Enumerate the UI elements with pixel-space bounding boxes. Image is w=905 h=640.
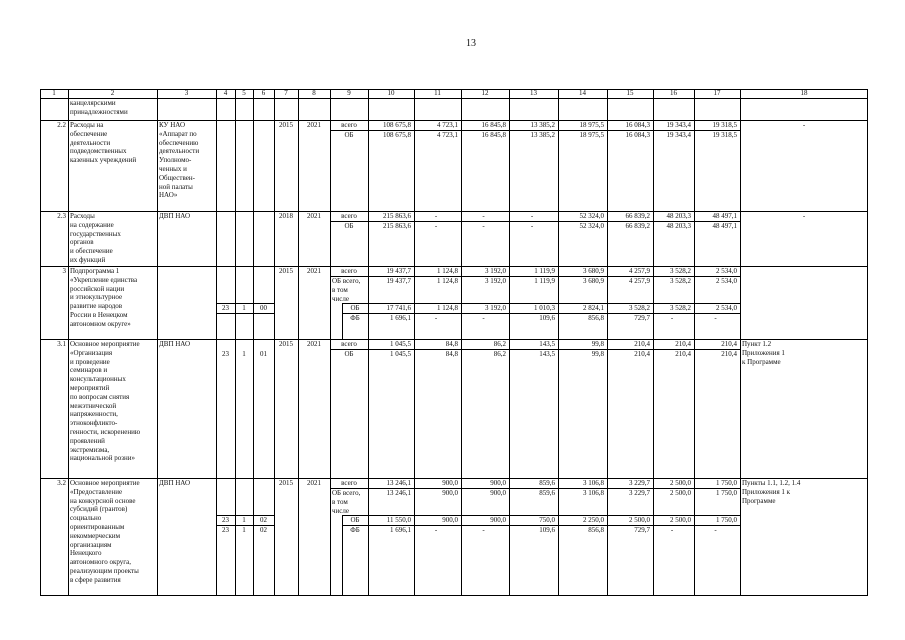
amount-cell: 2 534,0 — [716, 267, 737, 275]
row-name: Расходы на содержание государственных органов и обеспечение их функций — [70, 212, 121, 264]
amount-cell: 86,2 — [493, 350, 506, 358]
amount-cell: 16 084,3 — [625, 121, 650, 129]
amount-cell: 48 497,1 — [712, 212, 737, 220]
amount-cell: - — [434, 526, 438, 534]
amount-cell: 3 680,9 — [583, 267, 604, 275]
amount-cell: 215 863,6 — [383, 212, 411, 220]
amount-cell: 900,0 — [490, 489, 506, 497]
amount-cell: 18 975,5 — [579, 131, 604, 139]
amount-cell: 48 203,3 — [666, 212, 691, 220]
amount-cell: 3 192,0 — [485, 277, 506, 285]
amount-cell: 1 750,0 — [716, 516, 737, 524]
code-divider — [216, 313, 274, 314]
amount-cell: 1 124,8 — [437, 277, 458, 285]
header-cell: 2 — [110, 89, 115, 97]
end-year: 2021 — [307, 212, 321, 220]
code-gp: 23 — [222, 526, 229, 534]
amount-cell: 900,0 — [442, 516, 458, 524]
header-cell: 13 — [530, 89, 537, 97]
amount-cell: 750,0 — [539, 516, 555, 524]
amount-cell: 2 534,0 — [716, 304, 737, 312]
code-pp: 1 — [242, 350, 246, 358]
amount-cell: 2 500,0 — [629, 516, 650, 524]
amount-cell: 19 343,4 — [666, 131, 691, 139]
row-name: Основное мероприятие «Организация и проведение семинаров и консультационных мероприятий по вопросам снятия межэтнической напряженности, этноконфликто- генности, искоренению проявлений экстремизма, национальной розни» — [70, 340, 141, 463]
row-number: 3.1 — [57, 340, 66, 348]
code-om: 00 — [260, 304, 267, 312]
header-cell: 6 — [261, 89, 266, 97]
amount-cell: 3 528,2 — [629, 304, 650, 312]
code-pp: 1 — [242, 526, 246, 534]
column-divider — [740, 89, 741, 596]
amount-cell: 13 385,2 — [530, 121, 555, 129]
amount-cell: 11 550,0 — [386, 516, 411, 524]
amount-cell: 1 750,0 — [716, 479, 737, 487]
header-cell: 9 — [347, 89, 351, 97]
start-year: 2015 — [279, 121, 293, 129]
amount-cell: 99,8 — [591, 340, 604, 348]
row-note: - — [802, 121, 806, 129]
start-year: 2018 — [279, 212, 293, 220]
end-year: 2021 — [307, 340, 321, 348]
funding-label: ОБ — [350, 516, 360, 524]
amount-cell: - — [482, 526, 485, 534]
amount-cell: - — [714, 526, 717, 534]
amount-cell: 4 723,1 — [437, 121, 458, 129]
amount-cell: 1 045,5 — [390, 350, 411, 358]
amount-cell: 900,0 — [490, 516, 506, 524]
amount-cell: 143,5 — [539, 340, 555, 348]
row-note: Пункт 1.2 Приложения 1 к Программе — [742, 340, 785, 366]
amount-cell: 2 534,0 — [716, 277, 737, 285]
amount-cell: 86,2 — [493, 340, 506, 348]
amount-cell: 16 084,3 — [625, 131, 650, 139]
amount-cell: 3 528,2 — [670, 267, 691, 275]
page-number: 13 — [466, 38, 476, 49]
amount-cell: 4 723,1 — [437, 131, 458, 139]
amount-cell: 48 203,3 — [666, 222, 691, 230]
amount-cell: 1 010,3 — [534, 304, 555, 312]
amount-cell: 1 696,1 — [390, 526, 411, 534]
amount-cell: 3 229,7 — [629, 479, 650, 487]
amount-cell: 900,0 — [442, 489, 458, 497]
amount-cell: 18 975,5 — [579, 121, 604, 129]
amount-cell: - — [482, 222, 485, 230]
amount-cell: 3 680,9 — [583, 277, 604, 285]
amount-cell: 1 119,9 — [534, 267, 555, 275]
amount-cell: 210,4 — [634, 340, 650, 348]
header-cell: 12 — [481, 89, 489, 97]
amount-cell: 13 246,1 — [386, 479, 411, 487]
header-cell: 7 — [284, 89, 288, 97]
start-year: 2015 — [279, 479, 293, 487]
funding-label: всего — [341, 267, 357, 275]
table-border-left — [40, 89, 41, 596]
funding-label: ФБ — [350, 314, 360, 322]
amount-cell: 66 839,2 — [625, 212, 650, 220]
row-number: 2.3 — [57, 212, 66, 220]
amount-cell: 13 246,1 — [386, 489, 411, 497]
funding-label: всего — [341, 121, 357, 129]
start-year: 2015 — [279, 340, 293, 348]
row-number: 3.2 — [57, 479, 66, 487]
code-om: 01 — [260, 350, 267, 358]
row-name: канцелярскими принадлежностями — [70, 99, 128, 116]
row-name: Расходы на обеспечение деятельности подведомственных казенных учреждений — [70, 121, 137, 165]
header-cell: 3 — [184, 89, 189, 97]
amount-cell: 3 106,8 — [583, 479, 604, 487]
row-executor: КУ НАО «Аппарат по обеспечению деятельности Уполномо- ченных и Обществен- ной палаты НАО» — [159, 121, 200, 200]
amount-cell: 3 192,0 — [485, 304, 506, 312]
funding-label: всего — [341, 479, 357, 487]
code-gp: 23 — [222, 516, 229, 524]
end-year: 2021 — [307, 121, 321, 129]
sub-label-divider — [342, 303, 343, 339]
amount-cell: - — [482, 314, 485, 322]
row-executor: ДВП НАО — [159, 340, 191, 348]
amount-cell: 3 192,0 — [485, 267, 506, 275]
end-year: 2021 — [307, 479, 321, 487]
amount-cell: - — [434, 222, 438, 230]
code-gp: 23 — [222, 350, 229, 358]
amount-cell: 2 250,0 — [583, 516, 604, 524]
amount-cell: 210,4 — [721, 350, 737, 358]
amount-cell: 1 124,8 — [437, 267, 458, 275]
amount-cell: 4 257,9 — [629, 277, 650, 285]
funding-label: всего — [341, 212, 357, 220]
header-cell: 15 — [626, 89, 634, 97]
amount-cell: 215 863,6 — [383, 222, 411, 230]
amount-cell: 52 324,0 — [579, 222, 604, 230]
header-cell: 10 — [387, 89, 395, 97]
amount-cell: 210,4 — [634, 350, 650, 358]
amount-cell: 3 229,7 — [629, 489, 650, 497]
row-name: Подпрограмма 1 «Укрепление единства российской нации и этнокультурное развитие народов России в Ненецком автономном округе» — [70, 267, 138, 328]
amount-cell: - — [670, 526, 674, 534]
amount-cell: 109,6 — [539, 314, 555, 322]
amount-cell: 13 385,2 — [530, 131, 555, 139]
amount-cell: 1 124,8 — [437, 304, 458, 312]
amount-cell: 19 318,5 — [712, 121, 737, 129]
amount-cell: 48 497,1 — [712, 222, 737, 230]
code-gp: 23 — [222, 304, 229, 312]
table-border-bottom — [40, 595, 868, 596]
code-pp: 1 — [242, 304, 246, 312]
amount-cell: 19 437,7 — [386, 267, 411, 275]
amount-cell: 3 528,2 — [670, 304, 691, 312]
start-year: 2015 — [279, 267, 293, 275]
end-year: 2021 — [307, 267, 321, 275]
amount-cell: 108 675,8 — [383, 131, 411, 139]
amount-cell: 16 845,8 — [481, 121, 506, 129]
code-om: 02 — [260, 516, 267, 524]
amount-cell: 16 845,8 — [481, 131, 506, 139]
header-cell: 1 — [52, 89, 56, 97]
amount-cell: 2 500,0 — [670, 479, 691, 487]
amount-cell: 84,8 — [445, 340, 458, 348]
header-divider — [40, 98, 868, 99]
amount-cell: - — [482, 212, 485, 220]
amount-cell: 143,5 — [539, 350, 555, 358]
row-note: - — [802, 212, 806, 220]
amount-cell: 729,7 — [634, 526, 650, 534]
table-border-right — [867, 89, 868, 596]
amount-cell: 210,4 — [675, 350, 691, 358]
amount-cell: 210,4 — [675, 340, 691, 348]
amount-cell: 109,6 — [539, 526, 555, 534]
amount-cell: - — [434, 314, 438, 322]
sub-label-divider — [342, 515, 343, 596]
amount-cell: 1 750,0 — [716, 489, 737, 497]
amount-cell: - — [530, 222, 534, 230]
amount-cell: 84,8 — [445, 350, 458, 358]
amount-cell: 856,8 — [588, 314, 604, 322]
code-om: 02 — [260, 526, 267, 534]
amount-cell: 19 318,5 — [712, 131, 737, 139]
funding-label: ФБ — [350, 526, 360, 534]
column-divider — [157, 89, 158, 596]
amount-cell: 729,7 — [634, 314, 650, 322]
funding-label: ОБ — [344, 131, 354, 139]
amount-cell: 17 741,6 — [386, 304, 411, 312]
amount-cell: 2 500,0 — [670, 516, 691, 524]
amount-cell: - — [530, 212, 534, 220]
amount-cell: - — [670, 314, 674, 322]
amount-cell: 900,0 — [442, 479, 458, 487]
amount-cell: 4 257,9 — [629, 267, 650, 275]
funding-label: ОБ — [344, 350, 354, 358]
header-cell: 4 — [223, 89, 228, 97]
header-cell: 14 — [579, 89, 586, 97]
amount-cell: 2 500,0 — [670, 489, 691, 497]
header-cell: 5 — [242, 89, 246, 97]
amount-cell: 99,8 — [591, 350, 604, 358]
row-note: Пункты 1.1, 1.2, 1.4 Приложения 1 к Программе — [742, 479, 801, 505]
funding-label: всего — [341, 340, 357, 348]
header-cell: 8 — [312, 89, 316, 97]
budget-table — [40, 89, 868, 596]
code-pp: 1 — [242, 516, 246, 524]
amount-cell: 2 824,1 — [583, 304, 604, 312]
amount-cell: 66 839,2 — [625, 222, 650, 230]
funding-label: ОБ всего, в том числе — [332, 489, 361, 515]
amount-cell: 210,4 — [721, 340, 737, 348]
header-cell: 11 — [434, 89, 441, 97]
amount-cell: 900,0 — [490, 479, 506, 487]
amount-cell: 1 696,1 — [390, 314, 411, 322]
amount-cell: 52 324,0 — [579, 212, 604, 220]
amount-cell: 1 119,9 — [534, 277, 555, 285]
amount-cell: 108 675,8 — [383, 121, 411, 129]
amount-cell: 1 045,5 — [390, 340, 411, 348]
row-executor: ДВП НАО — [159, 212, 191, 220]
funding-label: ОБ — [344, 222, 354, 230]
amount-cell: 859,6 — [539, 489, 555, 497]
header-cell: 16 — [670, 89, 677, 97]
funding-label: ОБ — [350, 304, 360, 312]
column-divider — [330, 89, 331, 596]
column-divider — [68, 89, 69, 596]
header-cell: 18 — [800, 89, 808, 97]
amount-cell: 3 106,8 — [583, 489, 604, 497]
amount-cell: - — [434, 212, 438, 220]
amount-cell: 859,6 — [539, 479, 555, 487]
row-executor: ДВП НАО — [159, 479, 191, 487]
amount-cell: 19 437,7 — [386, 277, 411, 285]
row-number: 2.2 — [57, 121, 66, 129]
amount-cell: 856,8 — [588, 526, 604, 534]
header-cell: 17 — [713, 89, 721, 97]
funding-label: ОБ всего, в том числе — [332, 277, 361, 303]
amount-cell: - — [714, 314, 717, 322]
amount-cell: 3 528,2 — [670, 277, 691, 285]
row-name: Основное мероприятие «Предоставление на конкурсной основе субсидий (грантов) социально ориентированным некоммерческим организациям Ненецкого автономного округа, реализующим проекты в сфере развития — [70, 479, 140, 584]
row-number: 3 — [62, 267, 66, 275]
amount-cell: 19 343,4 — [666, 121, 691, 129]
